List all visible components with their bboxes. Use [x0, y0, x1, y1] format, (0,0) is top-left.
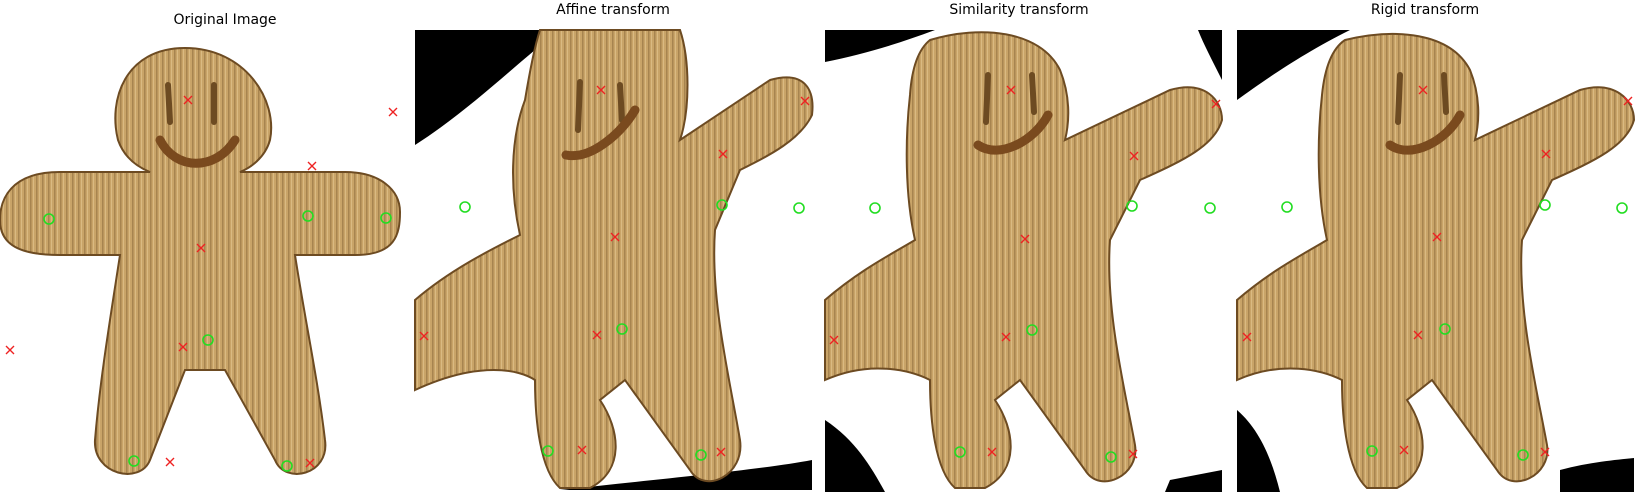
gingerbread-original [0, 48, 400, 474]
target-point [166, 458, 174, 466]
target-point [6, 346, 14, 354]
right-eye [1032, 75, 1034, 112]
panel-title-affine: Affine transform [556, 2, 670, 18]
left-eye [578, 82, 580, 130]
panel-similarity [825, 2, 1222, 492]
target-point [389, 108, 397, 116]
panel-affine [415, 2, 813, 492]
panel-rigid [1237, 2, 1634, 492]
panel-title-similarity: Similarity transform [949, 2, 1089, 18]
panel-original [0, 12, 400, 474]
target-point [308, 162, 316, 170]
panel-title-rigid: Rigid transform [1370, 2, 1480, 18]
left-eye [1398, 75, 1400, 122]
left-eye [986, 75, 988, 122]
panel-title-original: Original Image [173, 12, 277, 28]
gingerbread-body [0, 48, 400, 474]
right-eye [620, 85, 622, 120]
left-eye [168, 85, 170, 122]
right-eye [1444, 75, 1446, 112]
